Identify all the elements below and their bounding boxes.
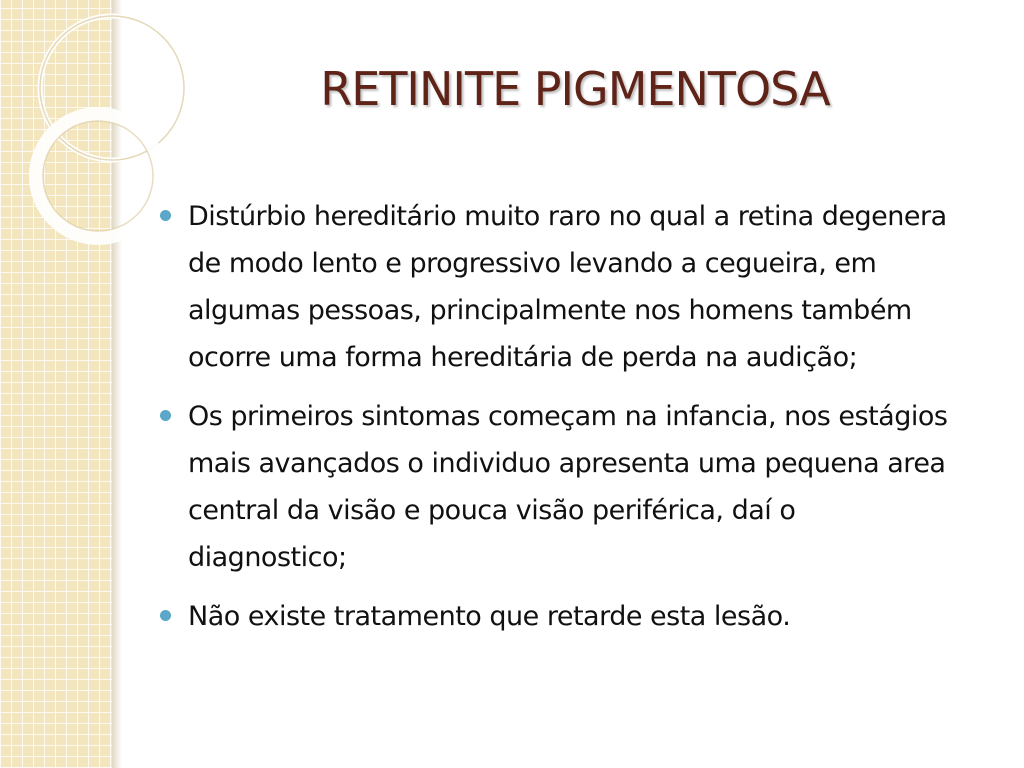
bullet-item <box>160 193 960 381</box>
decorative-ring-small <box>36 114 160 238</box>
bullet-dot-icon <box>160 210 171 221</box>
bullet-list <box>160 193 960 652</box>
bullet-dot-icon <box>160 410 171 421</box>
decorative-ring-small-inner <box>43 121 153 231</box>
bullet-text: Os primeiros sintomas começam na infancia, nos estágios mais avançados o individuo apresenta uma pequena area central da visão e pouca visão periférica, daí o diagnostico; <box>188 401 948 573</box>
bullet-text: Distúrbio hereditário muito raro no qual a retina degenera de modo lento e progressivo levando a cegueira, em algumas pessoas, principalmente nos homens também ocorre uma forma hereditária de perda na audição; <box>188 201 947 373</box>
slide-title: RETINITE PIGMENTOSA <box>320 62 830 116</box>
bullet-item <box>160 593 960 640</box>
bullet-dot-icon <box>160 610 171 621</box>
bullet-item <box>160 393 960 581</box>
bullet-text: Não existe tratamento que retarde esta lesão. <box>188 601 791 632</box>
